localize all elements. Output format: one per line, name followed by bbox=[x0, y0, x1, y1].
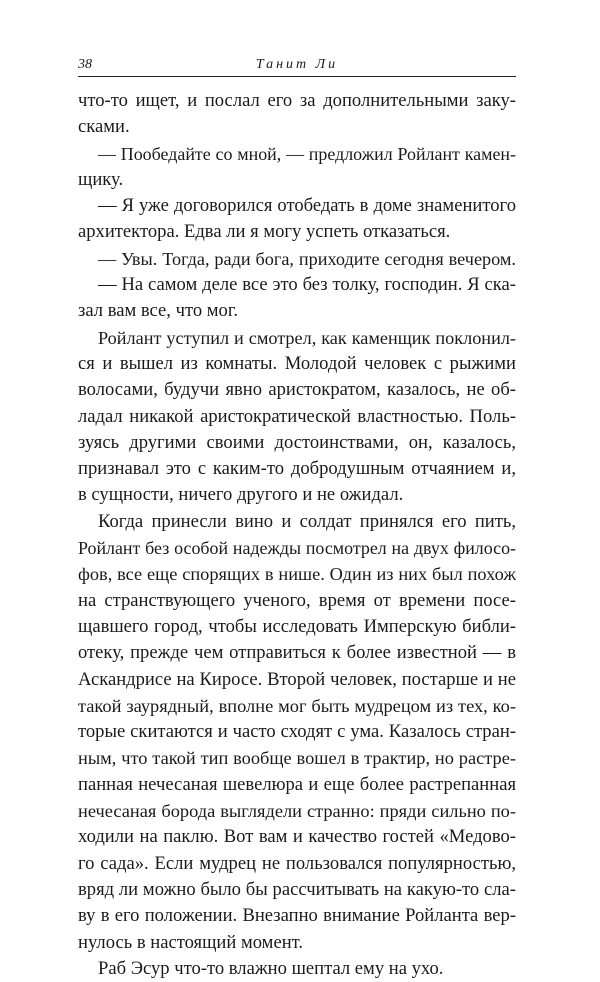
text-line: нечесаная борода выглядели странно: пряди сильно по- bbox=[78, 801, 516, 822]
text-line: на странствующего ученого, время от времени посе- bbox=[78, 589, 516, 611]
text-line: ходили на паклю. Вот вам и качество гостей «Медово- bbox=[78, 826, 516, 848]
text-line: ладал никакой аристократической властностью. Поль- bbox=[78, 405, 516, 427]
page-number: 38 bbox=[78, 57, 92, 72]
text-line: го сада». Если мудрец не пользовался популярностью, bbox=[78, 852, 516, 874]
running-head-author: Танит Ли bbox=[255, 57, 339, 72]
text-line: нулось в настоящий момент. bbox=[78, 931, 304, 953]
text-line: — Я уже договорился отобедать в доме знаменитого bbox=[98, 195, 516, 217]
text-line: ву в его положении. Внезапно внимание Ройланта вер- bbox=[78, 905, 516, 927]
text-line: Ройлант без особой надежды посмотрел на двух филосо- bbox=[78, 538, 516, 559]
text-line: Ройлант уступил и смотрел, как каменщик поклонил- bbox=[98, 327, 516, 348]
text-line: Аскандрисе на Киросе. Второй человек, постарше и не bbox=[78, 668, 516, 690]
text-line: зуясь другими своими достоинствами, он, казалось, bbox=[78, 431, 516, 453]
text-line: панная нечесаная шевелюра и еще более растрепанная bbox=[78, 773, 516, 795]
text-line: в сущности, ничего другого и не ожидал. bbox=[78, 484, 404, 506]
text-line: зал вам все, что мог. bbox=[78, 300, 239, 322]
text-line: — На самом деле все это без толку, господин. Я ска- bbox=[98, 274, 516, 296]
text-line: сками. bbox=[78, 116, 130, 138]
running-head bbox=[78, 54, 516, 77]
text-line: ся и вышел из комнаты. Молодой человек с рыжими bbox=[78, 352, 516, 374]
text-line: щику. bbox=[78, 168, 124, 190]
text-line: такой заурядный, вполне мог быть мудрецом из тех, ко- bbox=[78, 695, 516, 716]
body-text bbox=[78, 88, 516, 982]
text-line: отеку, прежде чем отправиться к более известной — в bbox=[78, 642, 516, 664]
text-line: ным, что такой тип вообще вошел в трактир, но растре- bbox=[78, 748, 516, 769]
text-line: вряд ли можно было бы рассчитывать на какую-то сла- bbox=[78, 878, 516, 900]
text-line: — Пообедайте со мной, — предложил Ройлант камен- bbox=[98, 143, 516, 164]
text-line: Раб Эсур что-то влажно шептал ему на ухо. bbox=[98, 957, 444, 979]
text-line: волосами, будучи явно аристократом, казалось, не об- bbox=[78, 379, 516, 401]
text-line: Когда принесли вино и солдат принялся его пить, bbox=[98, 510, 516, 532]
text-line: что-то ищет, и послал его за дополнительными заку- bbox=[78, 90, 516, 111]
text-line: щавшего город, чтобы исследовать Имперскую библи- bbox=[78, 615, 516, 637]
text-line: фов, все еще спорящих в нише. Один из них был похож bbox=[78, 564, 516, 585]
text-line: архитектора. Едва ли я могу успеть отказаться. bbox=[78, 221, 451, 243]
text-line: признавал это с каким-то добродушным отчаянием и, bbox=[78, 458, 516, 480]
text-line: — Увы. Тогда, ради бога, приходите сегодня вечером. bbox=[98, 248, 516, 269]
text-line: торые скитаются и часто сходят с ума. Казалось стран- bbox=[78, 721, 516, 743]
